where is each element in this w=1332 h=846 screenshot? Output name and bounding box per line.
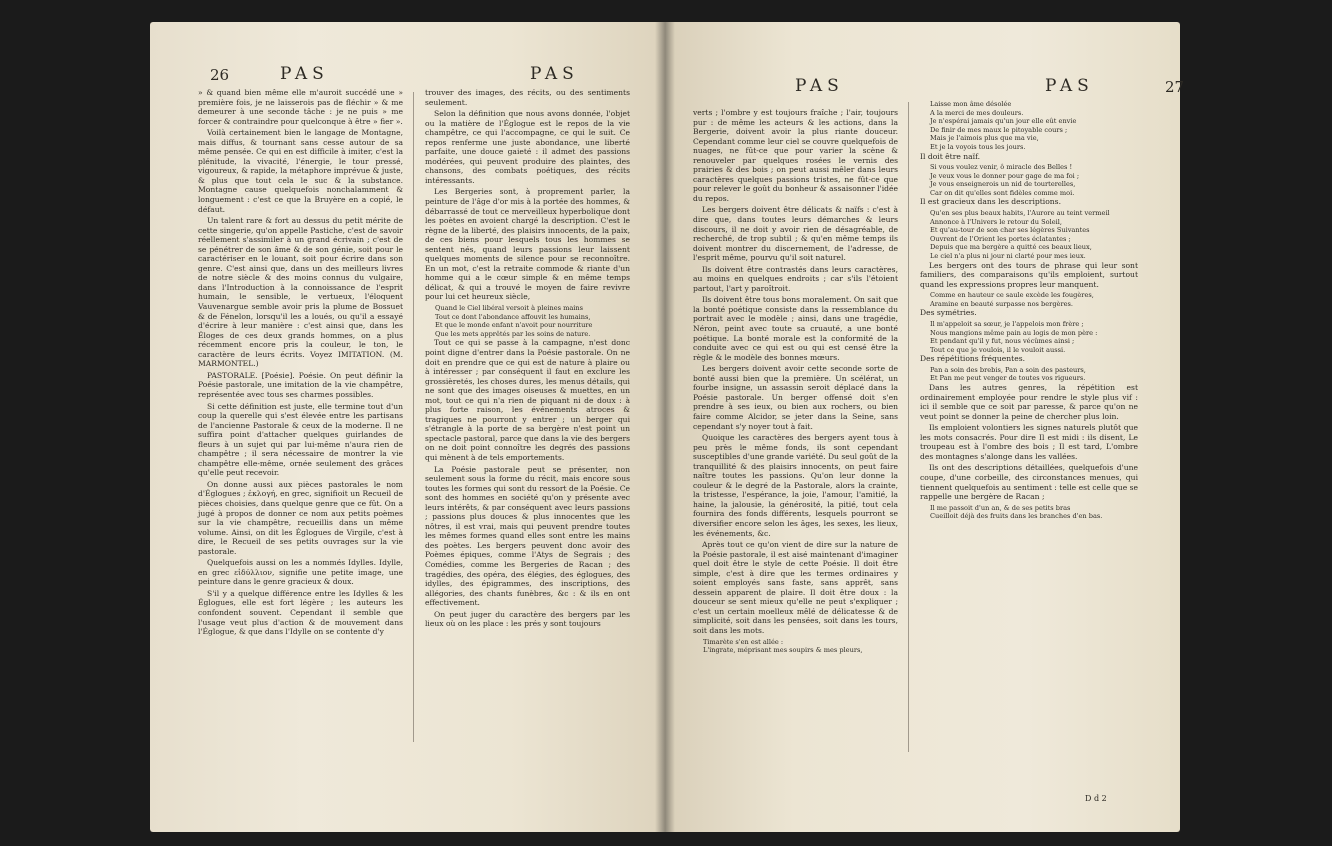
paragraph: Il me passoit d'un an, & de ses petits bras (930, 503, 1071, 512)
paragraph: L'ingrate, méprisant mes soupirs & mes pleurs, (703, 646, 863, 655)
paragraph: Cueilloit déjà des fruits dans les branches d'en bas. (930, 512, 1103, 521)
paragraph: Tout ce dont l'abondance affouvit les humains, (435, 312, 591, 321)
left-running-head (200, 64, 625, 86)
paragraph: Et Pan me peut venger de toutes vos rigueurs. (930, 374, 1086, 383)
paragraph: Un talent rare & fort au dessus du petit mérite de cette singerie, qu'on appelle Pastiche, c'est de savoir réellement s'assimiler à un grand écrivain ; c'est de se pénétrer de son âme & de son génie, soit pour le caractériser en le louant, soit pour écrire dans son genre. C'est ainsi que, dans un des meilleurs livres de notre siècle & des moins connus du vulgaire, dans l'Introduction à la connoissance de l'esprit humain, le sensible, le vertueux, l'éloquent Vauvenargue semble avoir pris la plume de Bossuet & de Fénelon, lorsqu'il les a loués, ou qu'il a essayé d'écrire à leur manière : c'est ainsi que, dans les Éloges de ces deux grands hommes, on a plus récemment encore pris la couleur, le ton, le caractère de leurs écrits. Voyez IMITATION. (M. MARMONTEL.) (198, 216, 403, 369)
left-page (150, 22, 665, 832)
paragraph: Que les mets apprêtés par les soins de nature. (435, 329, 591, 338)
paragraph: Et je la voyois tous les jours. (930, 142, 1026, 151)
paragraph: Tout ce qui se passe à la campagne, n'est donc point digne d'entrer dans la Poésie pastorale. On ne doit en prendre que ce qui est de nature à plaire ou à intéresser ; par conséquent il faut en exclure les grossièretés, les choses dures, les menus détails, qui ne sont que des images oiseuses & muettes, en un mot, tout ce qui n'a rien de piquant ni de doux : à plus forte raison, les événements atroces & tragiques ne pourront y entrer ; un berger qui s'étrangle à la porte de sa bergère n'est point un spectacle pastoral, parce que dans la vie des bergers on ne doit point connoître les degrés des passions qui mènent à de tels emportements. (425, 338, 630, 462)
paragraph: Ils ont des descriptions détaillées, quelquefois d'une coupe, d'une corbeille, des circonstances menues, qui tiennent quelquefois au sentiment : telle est celle que se rappelle une bergère de Racan ; (920, 463, 1138, 502)
paragraph: Je n'espérai jamais qu'un jour elle eût envie (930, 117, 1077, 126)
paragraph: Je vous enseignerois un nid de tourterelles, (930, 180, 1076, 189)
paragraph: Les bergers doivent avoir cette seconde sorte de bonté aussi bien que la première. Un scélérat, un fourbe insigne, un assassin seroit déplacé dans la Poésie pastorale. Un berger offensé doit s'en prendre à ses ieux, ou bien aux rochers, ou bien faire comme Alcidor, se jeter dans la Seine, sans cependant s'y noyer tout à fait. (693, 364, 898, 431)
paragraph: trouver des images, des récits, ou des sentiments seulement. (425, 88, 630, 107)
paragraph: Les bergers ont des tours de phrase qui leur sont familiers, des comparaisons qu'ils emploient, surtout quand les expressions propres leur manquent. (920, 260, 1138, 289)
paragraph: Timarète s'en est allée : (703, 637, 784, 646)
paragraph: Ils doivent être contrastés dans leurs caractères, au moins en quelques endroits ; car s'ils l'étoient partout, l'art y paroîtroit. (693, 264, 898, 293)
right-running-head (715, 64, 1185, 96)
paragraph: Depuis que ma bergère a quitté ces beaux lieux, (930, 243, 1092, 252)
signature-mark: D d 2 (1085, 794, 1107, 803)
right-page-number: 27 (1165, 78, 1185, 96)
left-page-number: 26 (210, 66, 230, 84)
paragraph: Quelquefois aussi on les a nommés Idylles. Idylle, en grec εἰδύλλιον, signifie une petite image, une peinture dans le genre gracieux & doux. (198, 558, 403, 587)
book-gutter (655, 22, 675, 832)
paragraph: Car on dit qu'elles sont fidèles comme moi. (930, 188, 1075, 197)
paragraph: Les bergers doivent être délicats & naïfs : c'est à dire que, dans toutes leurs démarches & leurs discours, il ne doit y avoir rien de désagréable, de recherché, de trop subtil ; & qu'en même temps ils doivent montrer du discernement, de l'adresse, de l'esprit même, pourvu qu'il soit naturel. (693, 205, 898, 263)
paragraph: Voilà certainement bien le langage de Montagne, mais diffus, & tournant sans cesse autour de sa même pensée. Ce qui en est difficile à imiter, c'est la plénitude, la vivacité, l'énergie, le tour pressé, vigoureux, & rapide, la métaphore imprévue & juste, & plus que tout cela le suc & la substance. Montagne cause quelquefois nonchalamment & longuement : c'est ce que la Bruyère en a copié, le défaut. (198, 128, 403, 214)
book-spread (150, 22, 1185, 832)
paragraph: Annonce à l'Univers le retour du Soleil, (930, 217, 1062, 226)
paragraph: Aramine en beauté surpasse nos bergères. (930, 299, 1073, 308)
paragraph: Le ciel n'a plus ni jour ni clarté pour mes ieux. (930, 252, 1086, 260)
paragraph: Il m'appeloit sa sœur, je l'appelois mon frère ; (930, 319, 1084, 328)
paragraph: Si cette définition est juste, elle termine tout d'un coup la querelle qui s'est élevée entre les partisans de l'ancienne Pastorale & ceux de la moderne. Il ne suffira point d'attacher quelques guirlandes de fleurs à un sujet qui par lui-même n'aura rien de champêtre ; il sera nécessaire de montrer la vie champêtre elle-même, ornée seulement des grâces qu'elle peut recevoir. (198, 401, 403, 478)
right-column-rule (908, 102, 909, 752)
paragraph: Qu'en ses plus beaux habits, l'Aurore au teint vermeil (930, 209, 1110, 218)
paragraph: Il est gracieux dans les descriptions. (920, 197, 1061, 207)
paragraph: Il doit être naïf. (920, 151, 981, 161)
paragraph: » & quand bien même elle m'auroit succédé une » première fois, je ne laisserois pas de fléchir » & me demeurer à une seconde tâche : je ne puis » me forcer & contraindre pour quelconque à être » fier ». (198, 88, 403, 126)
paragraph: Pan a soin des brebis, Pan a soin des pasteurs, (930, 365, 1086, 374)
paragraph: La Poésie pastorale peut se présenter, non seulement sous la forme du récit, mais encore sous toutes les formes qui sont du ressort de la Poésie. Ce sont des hommes en société qu'on y présente avec leurs intérêts, & par conséquent avec leurs passions ; passions plus douces & plus innocentes que les nôtres, il est vrai, mais qui peuvent prendre toutes les mêmes formes quand elles sont entre les mains des poètes. Les bergers peuvent donc avoir des Poèmes épiques, comme l'Atys de Segrais ; des Comédies, comme les Bergeries de Racan ; des tragédies, des opéra, des élégies, des églogues, des idylles, des épigrammes, des inscriptions, des allégories, des chants funèbres, &c : & ils en ont effectivement. (425, 464, 630, 608)
paragraph: A la merci de mes douleurs. (930, 108, 1024, 117)
paragraph: On peut juger du caractère des bergers par les lieux où on les place : les prés y sont toujours (425, 609, 630, 629)
left-column-1 (198, 88, 403, 639)
left-header-word-2: PAS (530, 64, 579, 84)
left-column-rule (413, 92, 414, 742)
paragraph: Des répétitions fréquentes. (920, 354, 1026, 364)
paragraph: Quoique les caractères des bergers ayent tous à peu près le même fonds, ils sont cependant susceptibles d'une grande variété. Du seul goût de la tranquillité & des plaisirs innocents, on peut faire naître toutes les passions. Qu'on leur donne la couleur & le degré de la Pastorale, alors la crainte, la tristesse, l'espérance, la joie, l'amour, l'amitié, la haine, la jalousie, la générosité, la pitié, tout cela fournira des fonds différents, lesquels pourront se diversifier encore selon les âges, les sexes, les lieux, les événements, &c. (693, 433, 898, 538)
paragraph: Et qu'au-tour de son char ses légères Suivantes (930, 226, 1090, 235)
paragraph: Des symétries. (920, 308, 977, 318)
paragraph: Selon la définition que nous avons donnée, l'objet ou la matière de l'Églogue est le repos de la vie champêtre, ce qui l'accompagne, ce qui le suit. Ce repos renferme une juste abondance, une liberté parfaite, une douce gaieté : il admet des passions modérées, qui peuvent produire des plaintes, des chansons, des combats poétiques, des récits intéressants. (425, 109, 630, 185)
paragraph: Après tout ce qu'on vient de dire sur la nature de la Poésie pastorale, il est aisé maintenant d'imaginer quel doit être le style de cette Poésie. Il doit être simple, c'est à dire que les termes ordinaires y soient employés sans faste, sans apprêt, sans dessein apparent de plaire. Il doit être doux : la douceur se sent mieux qu'elle ne peut s'expliquer ; c'est un certain moelleux mêlé de délicatesse & de simplicité, soit dans les pensées, soit dans les tours, soit dans les mots. (693, 540, 898, 635)
paragraph: Ouvrent de l'Orient les portes éclatantes ; (930, 234, 1071, 243)
right-column-1 (693, 108, 898, 655)
left-header-word-1: PAS (280, 64, 329, 84)
paragraph: Mais je l'aimois plus que ma vie, (930, 134, 1039, 143)
paragraph: Les Bergeries sont, à proprement parler, la peinture de l'âge d'or mis à la portée des hommes, & débarrassé de tout ce merveilleux hyperbolique dont les poètes en avoient chargé la description. C'est le règne de la liberté, des plaisirs innocents, de la paix, de ces biens pour lesquels tous les hommes se sentent nés, quand leurs passions leur laissent quelques moments de silence pour se reconnoître. En un mot, c'est la retraite commode & riante d'un homme qui a le cœur simple & en même temps délicat, & qui a trouvé le moyen de faire revivre pour lui cet heureux siècle, (425, 187, 630, 302)
paragraph: Ils emploient volontiers les signes naturels plutôt que les mots consacrés. Pour dire Il est midi : ils disent, Le troupeau est à l'ombre des bois ; Il est tard, L'ombre des montagnes s'alonge dans les vallées. (920, 423, 1138, 461)
paragraph: Je veux vous le donner pour gage de ma foi ; (930, 171, 1080, 180)
right-header-word-1: PAS (795, 76, 844, 96)
paragraph: Ils doivent être tous bons moralement. On sait que la bonté poétique consiste dans la ressemblance du portrait avec le modèle ; ainsi, dans une tragédie, Néron, peint avec toute sa cruauté, a une bonté poétique. La bonté morale est la conformité de la conduite avec ce qui est ou qui est censé être la règle & le modèle des bonnes mœurs. (693, 295, 898, 362)
left-column-2 (425, 88, 630, 631)
paragraph: Quand le Ciel libéral versoit à pleines mains (435, 304, 584, 313)
paragraph: De finir de mes maux le pitoyable cours ; (930, 125, 1068, 134)
paragraph: Comme en hauteur ce saule excède les fougères, (930, 291, 1094, 300)
paragraph: Si vous voulez venir, ô miracle des Belles ! (930, 163, 1073, 172)
paragraph: Et que le monde enfant n'avoit pour nourriture (435, 321, 593, 330)
right-column-2 (920, 100, 1138, 521)
paragraph: Et pendant qu'il y fut, nous vécûmes ainsi ; (930, 337, 1075, 346)
paragraph: verts ; l'ombre y est toujours fraîche ; l'air, toujours pur : de même les acteurs & les actions, dans la Bergerie, doivent avoir la plus riante douceur. Cependant comme leur ciel se couvre quelquefois de nuages, ne fût-ce que pour varier la scène & renouveler par quelques rosées le vernis des prairies & des bois ; on peut aussi mêler dans leurs caractères quelques passions tristes, ne fût-ce que pour relever le goût du bonheur & assaisonner l'idée du repos. (693, 108, 898, 203)
paragraph: Dans les autres genres, la répétition est ordinairement employée pour rendre le style plus vif : ici il semble que ce soit par paresse, & parce qu'on ne veut point se donner la peine de chercher plus loin. (920, 383, 1138, 421)
right-header-word-2: PAS (1045, 76, 1094, 96)
paragraph: Tout ce que je voulois, il le vouloit aussi. (930, 345, 1066, 354)
paragraph: S'il y a quelque différence entre les Idylles & les Églogues, elle est fort légère ; les auteurs les confondent souvent. Cependant il semble que l'usage veut plus d'action & de mouvement dans l'Églogue, & que dans l'Idylle on se contente d'y (198, 588, 403, 637)
paragraph: On donne aussi aux pièces pastorales le nom d'Églogues ; ἐκλογή, en grec, signifioit un Recueil de pièces choisies, dans quelque genre que ce fût. On a jugé à propos de donner ce nom aux petits poèmes sur la vie champêtre, recueillis dans un même volume. Ainsi, on dit les Églogues de Virgile, c'est à dire, le Recueil de ses petits ouvrages sur la vie pastorale. (198, 479, 403, 556)
right-page (665, 22, 1185, 832)
paragraph: Nous mangions même pain au logis de mon père : (930, 328, 1098, 337)
paragraph: PASTORALE. [Poésie]. Poésie. On peut définir la Poésie pastorale, une imitation de la vie champêtre, représentée avec tous ses charmes possibles. (198, 370, 403, 399)
paragraph: Laisse mon âme désolée (930, 100, 1012, 108)
